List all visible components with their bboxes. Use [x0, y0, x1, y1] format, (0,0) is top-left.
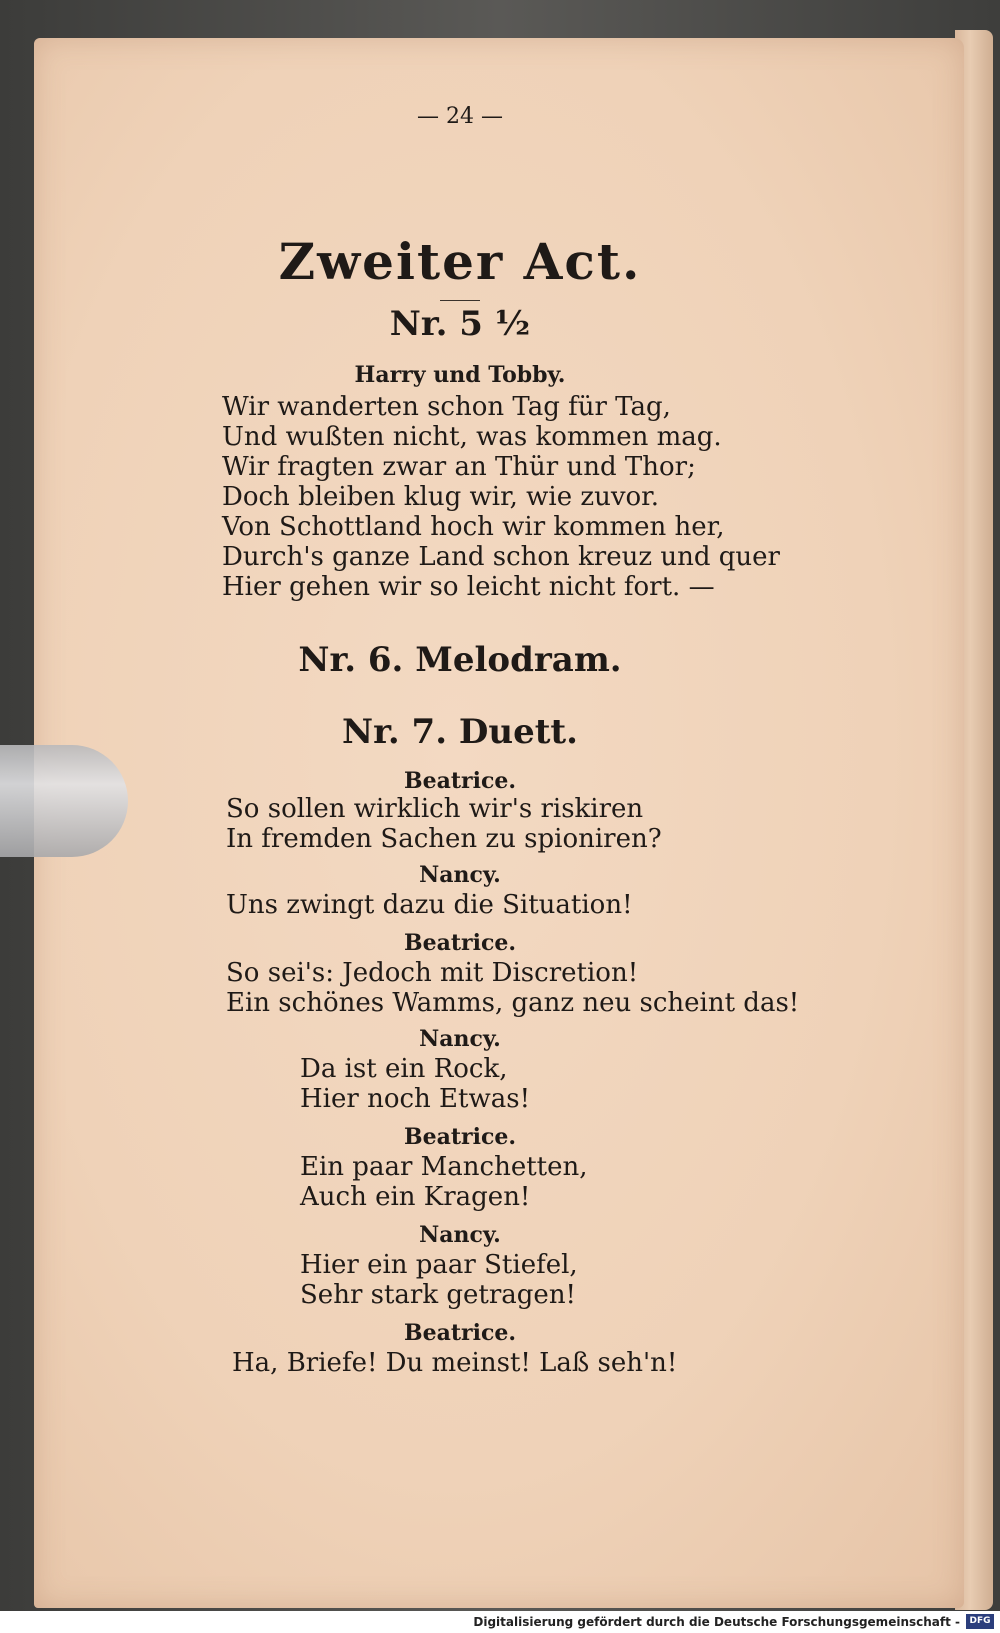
speaker-heading: Nancy. — [419, 1026, 501, 1052]
verse-line: Ein paar Manchetten, — [300, 1152, 588, 1182]
speaker-heading: Beatrice. — [403, 1320, 516, 1346]
dfg-logo-icon: DFG — [966, 1614, 994, 1629]
verse-line: Uns zwingt dazu die Situation! — [226, 890, 633, 920]
verse-line: So sei's: Jedoch mit Discretion! — [226, 958, 639, 988]
section-title-nr5: Nr. 5 ½ — [389, 304, 531, 344]
verse-line: So sollen wirklich wir's riskiren — [226, 794, 644, 824]
verse-line: Hier gehen wir so leicht nicht fort. — — [222, 572, 715, 602]
verse-line: Hier noch Etwas! — [300, 1084, 531, 1114]
page-number: — 24 — — [417, 104, 503, 129]
speaker-heading: Beatrice. — [403, 768, 516, 794]
speaker-heading: Beatrice. — [403, 1124, 516, 1150]
act-title: Zweiter Act. — [278, 232, 642, 291]
verse-line: Durch's ganze Land schon kreuz und quer — [222, 542, 780, 572]
title-rule — [440, 300, 480, 301]
verse-line: Und wußten nicht, was kommen mag. — [222, 422, 722, 452]
verse-line: Doch bleiben klug wir, wie zuvor. — [222, 482, 660, 512]
verse-line: Wir wanderten schon Tag für Tag, — [222, 392, 671, 422]
verse-line: Auch ein Kragen! — [300, 1182, 531, 1212]
funding-credit: Digitalisierung gefördert durch die Deutsche Forschungsgemeinschaft - — [473, 1615, 960, 1629]
speaker-heading: Harry und Tobby. — [354, 362, 566, 388]
verse-line: Wir fragten zwar an Thür und Thor; — [222, 452, 696, 482]
verse-line: Sehr stark getragen! — [300, 1280, 577, 1310]
verse-line: Da ist ein Rock, — [300, 1054, 508, 1084]
speaker-heading: Beatrice. — [403, 930, 516, 956]
section-title-nr6: Nr. 6. Melodram. — [298, 640, 622, 680]
section-title-nr7: Nr. 7. Duett. — [342, 712, 578, 752]
verse-line: Hier ein paar Stiefel, — [300, 1250, 578, 1280]
verse-line: In fremden Sachen zu spioniren? — [226, 824, 662, 854]
verse-line: Ha, Briefe! Du meinst! Laß seh'n! — [232, 1348, 678, 1378]
speaker-heading: Nancy. — [419, 1222, 501, 1248]
digitization-footer — [0, 1611, 1000, 1633]
speaker-heading: Nancy. — [419, 862, 501, 888]
verse-line: Ein schönes Wamms, ganz neu scheint das! — [226, 988, 800, 1018]
verse-line: Von Schottland hoch wir kommen her, — [222, 512, 725, 542]
